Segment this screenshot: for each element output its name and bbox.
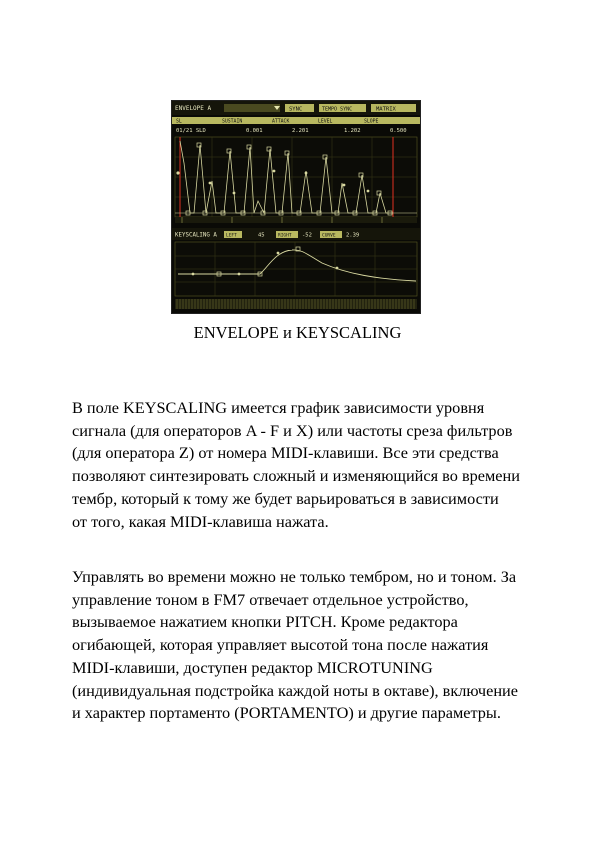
paragraph-line: позволяют синтезировать сложный и изменяющийся во времени <box>72 466 520 486</box>
paragraph-line: В поле KEYSCALING имеется график зависимости уровня <box>72 398 485 417</box>
sync-button-label: SYNC <box>289 106 303 113</box>
paragraph-line: тембр, который к тому же будет варьироваться в зависимости <box>72 488 499 508</box>
value-readout-step: 01/21 SLD <box>176 128 206 134</box>
column-label-slope: SLOPE <box>364 119 379 125</box>
paragraph-line: вызываемое нажатием кнопки PITCH. Кроме редактора <box>72 612 458 632</box>
keyscaling-right-label: RIGHT <box>278 233 292 239</box>
paragraph-line: сигнала (для операторов A - F и X) или частоты среза фильтров <box>72 420 513 440</box>
paragraph-line: (индивидуальная подстройка каждой ноты в октаве), включение <box>72 680 518 700</box>
keyscaling-left-value[interactable]: 45 <box>258 232 265 239</box>
paragraph-line: огибающей, которая управляет высотой тона после нажатия <box>72 635 489 655</box>
paragraph-line: от того, какая MIDI-клавиша нажата. <box>72 511 329 531</box>
paragraph-keyscaling <box>72 397 572 533</box>
paragraph-pitch <box>72 566 572 725</box>
paragraph-line: и характер портаменто (PORTAMENTO) и другие параметры. <box>72 703 501 723</box>
value-readout-sustain: 0.001 <box>246 128 263 134</box>
tempo-sync-button-label: TEMPO SYNC <box>322 106 353 113</box>
preset-dropdown[interactable] <box>224 104 280 112</box>
keyscaling-left-label: LEFT <box>226 233 237 239</box>
envelope-keyscaling-screenshot <box>171 100 421 314</box>
paragraph-line: MIDI-клавиши, доступен редактор MICROTUNING <box>72 657 433 677</box>
paragraph-line: управление тоном в FM7 отвечает отдельное устройство, <box>72 589 469 609</box>
keyscaling-curve-label: CURVE <box>322 233 336 239</box>
keyscaling-graph[interactable] <box>175 242 417 296</box>
matrix-button-label: MATRIX <box>376 106 396 113</box>
value-readout-attack: 2.201 <box>292 128 309 134</box>
keyscaling-right-value[interactable]: -52 <box>302 232 312 239</box>
envelope-graph[interactable] <box>175 137 417 217</box>
column-label-attack: ATTACK <box>272 119 290 125</box>
figure-caption: ENVELOPE и KEYSCALING <box>193 323 402 342</box>
keyscaling-title: KEYSCALING A <box>175 232 217 239</box>
column-label-sl: SL <box>176 119 182 125</box>
value-readout-level: 1.202 <box>344 128 361 134</box>
paragraph-line: Управлять во времени можно не только тембром, но и тоном. За <box>72 567 517 586</box>
column-label-level: LEVEL <box>318 119 333 125</box>
fm7-editor-graphic <box>172 101 420 313</box>
column-label-sustain: SUSTAIN <box>222 119 243 125</box>
value-readout-slope: 0.500 <box>390 128 407 134</box>
keyscaling-curve-value[interactable]: 2.39 <box>346 232 360 239</box>
envelope-title: ENVELOPE A <box>175 105 212 112</box>
paragraph-line: (для оператора Z) от номера MIDI-клавиши. Все эти средства <box>72 443 499 463</box>
keyboard-strip <box>175 299 417 309</box>
